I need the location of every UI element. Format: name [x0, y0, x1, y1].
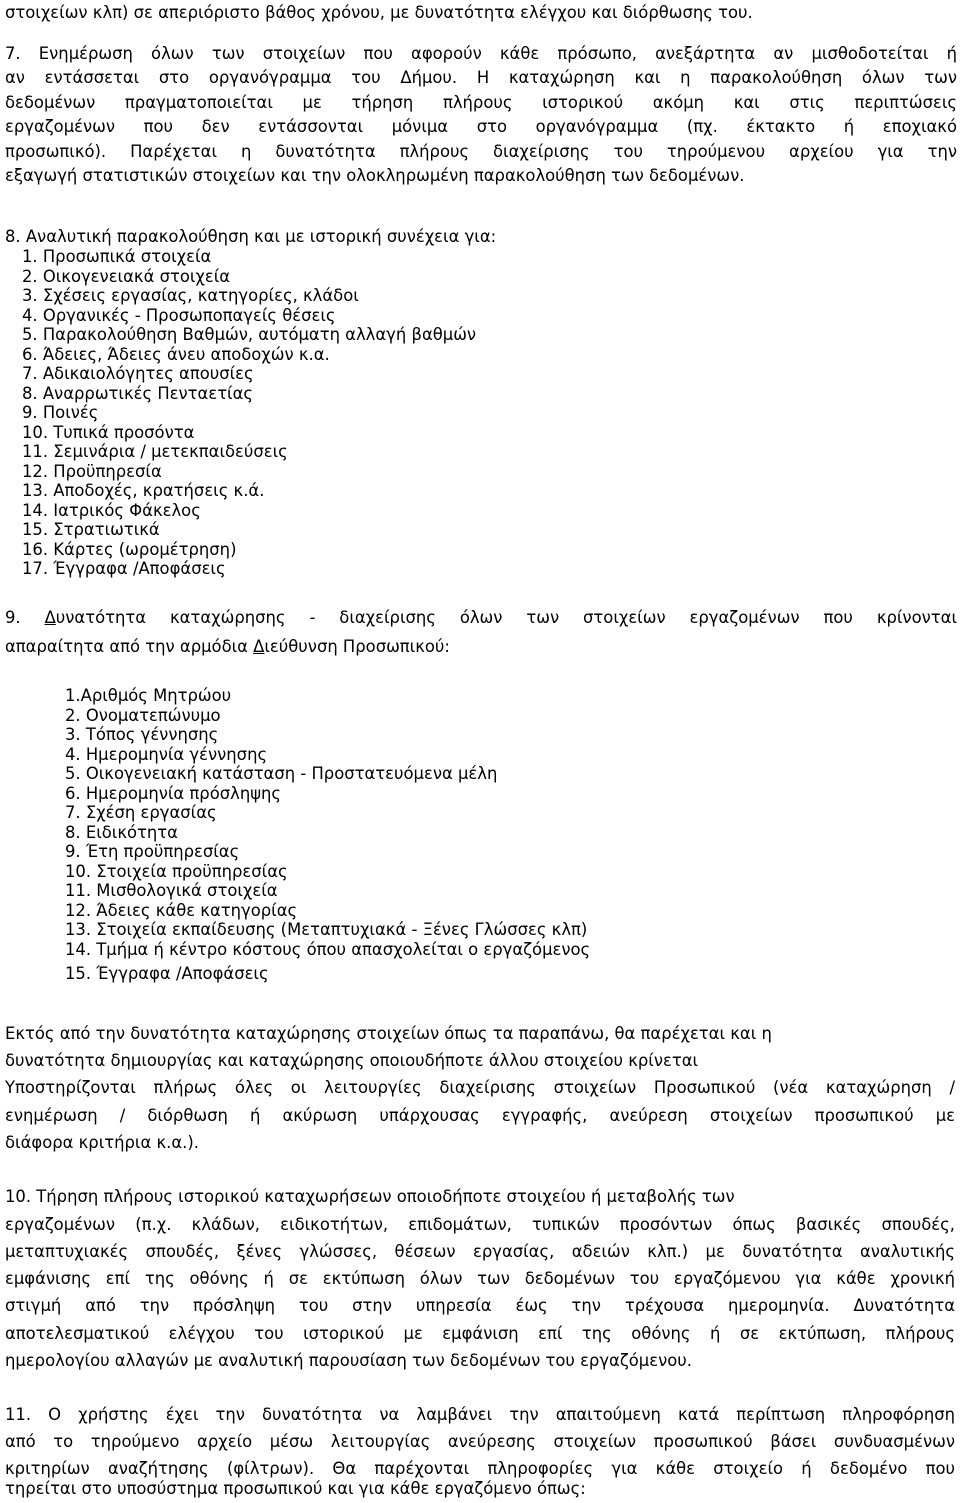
- intro-tail-line: στοιχείων κλπ) σε απεριόριστο βάθος χρόνου, με δυνατότητα ελέγχου και διόρθωσης του.: [5, 3, 753, 22]
- list-item: 10. Τυπικά προσόντα: [22, 422, 195, 442]
- list-item: 3. Σχέσεις εργασίας, κατηγορίες, κλάδοι: [22, 286, 359, 305]
- list-item: 15. Έγγραφα /Αποφάσεις: [65, 964, 269, 983]
- section-10-line: εργαζομένων (π.χ. κλάδων, ειδικοτήτων, επιδομάτων, τυπικών προσόντων όπως βασικές σπουδές,: [5, 1215, 955, 1234]
- list-item: 17. Έγγραφα /Αποφάσεις: [22, 559, 226, 578]
- section-7-line: αν εντάσσεται στο οργανόγραμμα του Δήμου. Η καταχώρηση και η παρακολούθηση όλων των: [5, 68, 957, 87]
- section-7-line: δεδομένων πραγματοποιείται με τήρηση πλήρους ιστορικού ακόμη και στις περιπτώσεις: [5, 93, 957, 112]
- list-item: 5. Παρακολούθηση Βαθμών, αυτόματη αλλαγή βαθμών: [22, 325, 477, 344]
- section-10-line: 10. Τήρηση πλήρους ιστορικού καταχωρήσεων οποιοδήποτε στοιχείου ή μεταβολής των: [5, 1187, 735, 1206]
- list-item: 8. Αναρρωτικές Πενταετίας: [22, 383, 254, 403]
- section-9-line: [5, 606, 957, 631]
- underlined-letter: Δ: [253, 637, 265, 656]
- section-9-line: [5, 635, 450, 659]
- list-item: 13. Στοιχεία εκπαίδευσης (Μεταπτυχιακά - Ξένες Γλώσσες κλπ): [65, 920, 588, 939]
- section-9-list: [65, 686, 590, 984]
- text-span: 9.: [5, 608, 45, 627]
- list-item: 11. Μισθολογικά στοιχεία: [65, 881, 278, 900]
- list-item: 2. Ονοματεπώνυμο: [65, 705, 221, 725]
- section-7-line: προσωπικό). Παρέχεται η δυνατότητα πλήρους διαχείρισης του τηρούμενου αρχείου για την: [5, 142, 957, 161]
- list-item: 6. Άδειες, Άδειες άνευ αποδοχών κ.α.: [22, 344, 330, 364]
- section-10-line: ημερολογίου αλλαγών με αναλυτική παρουσίαση των δεδομένων του εργαζόμενου.: [5, 1351, 692, 1370]
- list-item: 7. Αδικαιολόγητες απουσίες: [22, 364, 254, 383]
- list-item: 11. Σεμινάρια / μετεκπαιδεύσεις: [22, 442, 288, 461]
- section-7-line: 7. Ενημέρωση όλων των στοιχείων που αφορούν κάθε πρόσωπο, ανεξάρτητα αν μισθοδοτείται ή: [5, 44, 957, 63]
- list-item: 9. Ποινές: [22, 403, 99, 422]
- list-item: 4. Οργανικές - Προσωποπαγείς θέσεις: [22, 305, 336, 325]
- paragraph-line: ενημέρωση / διόρθωση ή ακύρωση υπάρχουσας εγγραφής, ανεύρεση στοιχείων προσωπικού με: [5, 1106, 955, 1125]
- list-item: 14. Τμήμα ή κέντρο κόστους όπου απασχολείται ο εργαζόμενος: [65, 939, 591, 959]
- section-10-line: μεταπτυχιακές σπουδές, ξένες γλώσσες, θέσεων εργασίας, αδειών κλπ.) με δυνατότητα αναλυτικής: [5, 1242, 955, 1261]
- section-7-line: εξαγωγή στατιστικών στοιχείων και την ολοκληρωμένη παρακολούθηση των δεδομένων.: [5, 166, 745, 185]
- paragraph-line: διάφορα κριτήρια κ.α.).: [5, 1133, 199, 1152]
- list-item: 4. Ημερομηνία γέννησης: [65, 744, 268, 764]
- paragraph-line: Εκτός από την δυνατότητα καταχώρησης στοιχείων όπως τα παραπάνω, θα παρέχεται και η: [5, 1024, 772, 1043]
- section-11-line: τηρείται στο υποσύστημα προσωπικού και για κάθε εργαζόμενο όπως:: [5, 1479, 586, 1498]
- list-item: 16. Κάρτες (ωρομέτρηση): [22, 539, 237, 559]
- section-10-line: στιγμή από την πρόσληψη του στην υπηρεσία έως την τρέχουσα ημερομηνία. Δυνατότητα: [5, 1296, 955, 1315]
- list-item: 1.Αριθμός Μητρώου: [65, 686, 232, 705]
- section-11-line: 11. Ο χρήστης έχει την δυνατότητα να λαμβάνει την απαιτούμενη κατά περίπτωση πληροφόρηση: [5, 1405, 955, 1424]
- paragraph-line: Υποστηρίζονται πλήρως όλες οι λειτουργίες διαχείρισης στοιχείων Προσωπικού (νέα καταχώρηση /: [5, 1078, 955, 1097]
- section-7-line: εργαζομένων που δεν εντάσσονται μόνιμα στο οργανόγραμμα (πχ. έκτακτο ή εποχιακό: [5, 117, 957, 136]
- list-item: 8. Ειδικότητα: [65, 822, 178, 842]
- text-span: απαραίτητα από την αρμόδια: [5, 637, 254, 656]
- section-8-heading: 8. Αναλυτική παρακολούθηση και με ιστορική συνέχεια για:: [5, 227, 497, 246]
- list-item: 6. Ημερομηνία πρόσληψης: [65, 783, 282, 803]
- underlined-letter: Δ: [44, 608, 56, 627]
- section-11-line: από το τηρούμενο αρχείο μέσω λειτουργίας ανεύρεσης στοιχείων προσωπικού βάσει συνδυασμένων: [5, 1432, 955, 1451]
- list-item: 1. Προσωπικά στοιχεία: [22, 247, 212, 266]
- section-10-line: αποτελεσματικού ελέγχου του ιστορικού με εμφάνιση επί της οθόνης ή σε εκτύπωση, πλήρους: [5, 1324, 955, 1343]
- list-item: 5. Οικογενειακή κατάσταση - Προστατευόμενα μέλη: [65, 764, 498, 783]
- section-11-line: κριτηρίων αναζήτησης (φίλτρων). Θα παρέχονται πληροφορίες για κάθε στοιχείο ή δεδομένο που: [5, 1459, 955, 1478]
- list-item: 2. Οικογενειακά στοιχεία: [22, 266, 231, 286]
- list-item: 12. Άδειες κάθε κατηγορίας: [65, 900, 298, 920]
- paragraph-line: δυνατότητα δημιουργίας και καταχώρησης οποιουδήποτε άλλου στοιχείου κρίνεται: [5, 1051, 699, 1070]
- text-span: υνατότητα καταχώρησης - διαχείρισης όλων των στοιχείων εργαζομένων που κρίνονται: [55, 608, 957, 627]
- list-item: 13. Αποδοχές, κρατήσεις κ.ά.: [22, 481, 265, 500]
- list-item: 15. Στρατιωτικά: [22, 520, 160, 539]
- text-span: ιεύθυνση Προσωπικού:: [264, 637, 450, 656]
- list-item: 7. Σχέση εργασίας: [65, 803, 217, 822]
- section-10-line: εμφάνισης επί της οθόνης ή σε εκτύπωση όλων των δεδομένων του εργαζόμενου για κάθε χρονική: [5, 1269, 955, 1288]
- list-item: 14. Ιατρικός Φάκελος: [22, 500, 201, 520]
- section-8-list: [22, 247, 476, 579]
- list-item: 9. Έτη προϋπηρεσίας: [65, 842, 240, 861]
- list-item: 12. Προϋπηρεσία: [22, 461, 162, 481]
- list-item: 10. Στοιχεία προϋπηρεσίας: [65, 861, 288, 881]
- list-item: 3. Τόπος γέννησης: [65, 725, 219, 744]
